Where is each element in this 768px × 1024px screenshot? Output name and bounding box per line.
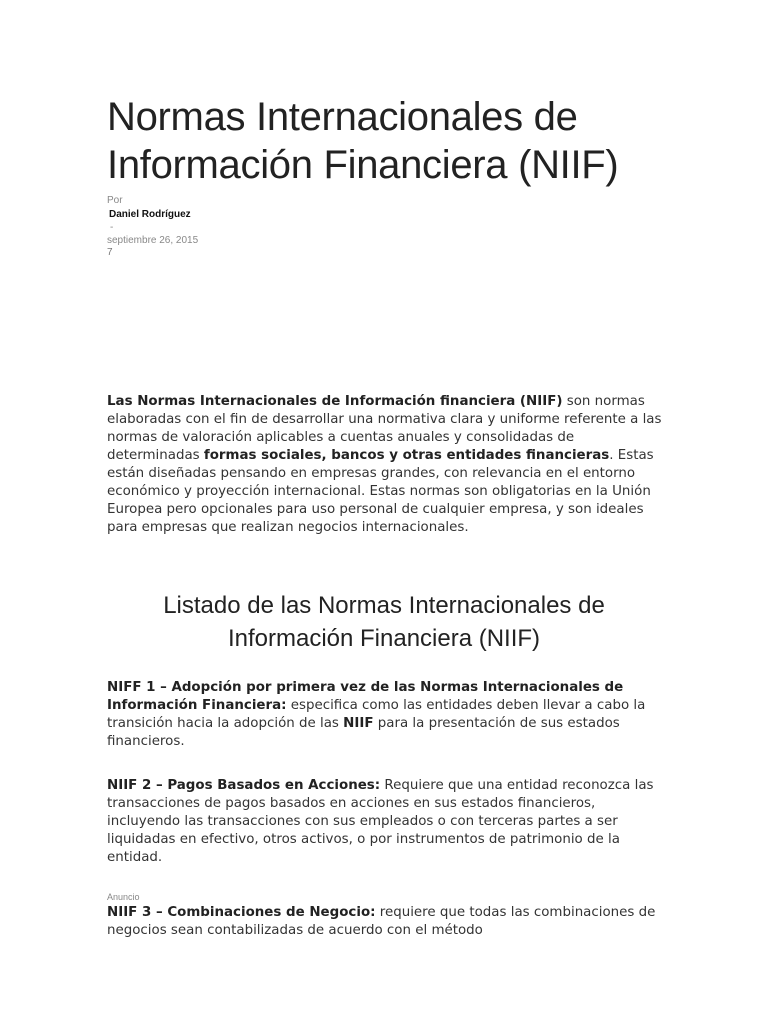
niif2-text: Requiere que una entidad reconozca las transacciones de pagos basados en acciones en sus estados financieros, incluyendo las transacciones con sus empleados o con terceras partes a ser liquidadas en efectivo, otros activos, o por instrumentos de patrimonio de la entidad. [107,778,654,865]
niif2-paragraph [107,777,667,867]
intro-text-1: son normas elaboradas con el fin de desarrollar una normativa clara y uniforme referente a las normas de valoración aplicables a cuentas anuales y consolidadas de determinadas [107,394,662,463]
niif1-text-2: para la presentación de sus estados financieros. [107,716,620,749]
niif1-text-1: especifica como las entidades deben llevar a cabo la transición hacia la adopción de las [107,698,646,731]
byline-prefix: Por [107,195,123,206]
article-title: Normas Internacionales de Información Financiera (NIIF) [107,95,619,187]
niif2-title: NIIF 2 – Pagos Basados en Acciones: [107,778,381,793]
byline-separator: - [110,222,114,233]
niif3-title: NIIF 3 – Combinaciones de Negocio: [107,905,376,920]
niif3-paragraph [107,904,667,940]
intro-text-2: . Estas están diseñadas pensando en empresas grandes, con relevancia en el entorno económico y proyección internacional. Estas normas son obligatorias en la Unión Europea pero opcionales para uso personal de cualquier empresa, y son ideales para empresas que realizan negocios internacionales. [107,448,654,535]
author-link[interactable]: Daniel Rodríguez [109,209,191,220]
intro-bold-mid: formas sociales, bancos y otras entidades financieras [203,448,610,463]
niif1-bold-niif: NIIF [343,716,374,731]
niif1-title: NIFF 1 – Adopción por primera vez de las Normas Internacionales de Información Financiera: [107,680,624,713]
publish-date: septiembre 26, 2015 [107,235,199,246]
ad-label: Anuncio [107,892,140,902]
intro-paragraph [107,393,667,537]
comment-count-link[interactable]: 7 [107,247,113,258]
listing-heading: Listado de las Normas Internacionales de Información Financiera (NIIF) [163,592,605,652]
niif3-text: requiere que todas las combinaciones de negocios sean contabilizadas de acuerdo con el método [107,905,656,938]
niif1-paragraph [107,679,667,751]
intro-bold-start: Las Normas Internacionales de Información financiera (NIIF) [107,394,563,409]
